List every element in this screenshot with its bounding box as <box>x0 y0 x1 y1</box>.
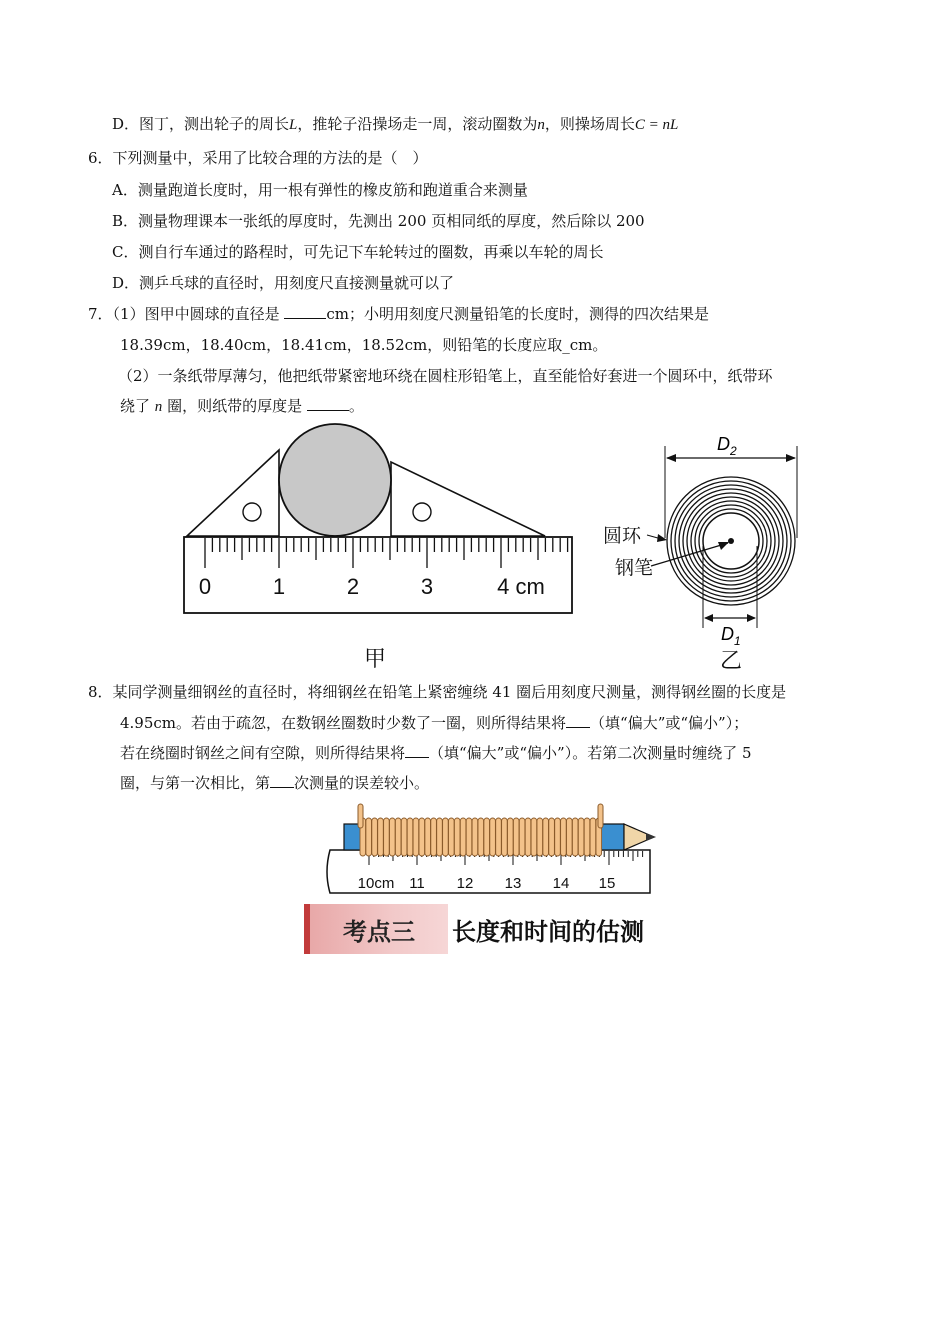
q8-line4-post: 次测量的误差较小。 <box>294 774 430 792</box>
wire-end-left <box>358 804 363 828</box>
d1-arrowhead-left <box>704 614 713 622</box>
q7-line1 <box>88 304 709 324</box>
wire-loop <box>472 818 478 856</box>
caption-yi: 乙 <box>719 648 743 673</box>
wire-loop <box>449 818 455 856</box>
q5-optd-post: ，则操场周长 <box>544 115 635 133</box>
q6-option-b: B．测量物理课本一张纸的厚度时，先测出 200 页相同纸的厚度，然后除以 200 <box>112 212 645 230</box>
left-set-square <box>187 450 279 536</box>
q5-optd-text: D．图丁，测出轮子的周长 <box>112 115 290 133</box>
q7-line1-pre: 7．（1）图甲中圆球的直径是 <box>88 305 280 323</box>
answer-blank[interactable] <box>270 773 294 788</box>
wire-loop <box>366 818 372 856</box>
wire-loop <box>401 818 407 856</box>
label-pen: 钢笔 <box>615 558 654 579</box>
section-badge: 考点三 <box>304 904 448 954</box>
wire-loop <box>513 818 519 856</box>
wire-loop <box>390 818 396 856</box>
coil-tick-11: 11 <box>409 875 425 892</box>
wire-loop <box>561 818 567 856</box>
q7-line1-post: cm；小明用刻度尺测量铅笔的长度时，测得的四次结果是 <box>326 305 710 323</box>
q6-option-d: D．测乒乓球的直径时，用刻度尺直接测量就可以了 <box>112 274 455 292</box>
q7-line4-pre: 绕了 <box>120 397 151 415</box>
wire-loop <box>384 818 390 856</box>
right-set-square-hole <box>413 503 431 521</box>
wire-coil <box>360 818 602 856</box>
coil-tick-15: 15 <box>598 875 616 892</box>
wire-loop <box>490 818 496 856</box>
q6-option-a: A．测量跑道长度时，用一根有弹性的橡皮筋和跑道重合来测量 <box>112 181 528 199</box>
wire-loop <box>413 818 419 856</box>
answer-blank[interactable] <box>307 396 349 411</box>
coil-tick-12: 12 <box>456 875 474 892</box>
q7-line2: 18.39cm，18.40cm，18.41cm，18.52cm，则铅笔的长度应取_cm。 <box>120 336 608 354</box>
figure-coil <box>320 798 665 898</box>
q6-option-c: C．测自行车通过的路程时，可先记下车轮转过的圈数，再乘以车轮的周长 <box>112 243 604 261</box>
wire-loop <box>437 818 443 856</box>
q7-line4-mid: 圈，则纸带的厚度是 <box>167 397 303 415</box>
d2-arrowhead-right <box>786 454 796 462</box>
wire-loop <box>478 818 484 856</box>
section-banner <box>304 903 644 955</box>
wire-loop <box>508 818 514 856</box>
coil-tick-14: 14 <box>552 875 570 892</box>
wire-loop <box>584 818 590 856</box>
pencil-center <box>728 538 734 544</box>
q5-optd-mid: ，推轮子沿操场走一周，滚动圈数为 <box>297 115 538 133</box>
q8-line3-pre: 若在绕圈时钢丝之间有空隙，则所得结果将 <box>120 744 406 762</box>
wire-loop <box>555 818 561 856</box>
q7-line3: （2）一条纸带厚薄匀，他把纸带紧密地环绕在圆柱形铅笔上，直至能恰好套进一个圆环中，纸带环 <box>118 367 773 385</box>
wire-loop <box>460 818 466 856</box>
wire-loop <box>502 818 508 856</box>
answer-blank[interactable] <box>284 304 326 319</box>
wire-loop <box>431 818 437 856</box>
wire-loop <box>537 818 543 856</box>
answer-blank[interactable] <box>405 743 429 758</box>
var-n: n <box>537 117 545 133</box>
q8-line2-pre: 4.95cm。若由于疏忽，在数钢丝圈数时少数了一圈，则所得结果将 <box>120 714 567 732</box>
wire-loop <box>578 818 584 856</box>
q5-option-d <box>112 114 678 135</box>
q7-line4 <box>120 396 364 417</box>
q8-line4-pre: 圈，与第一次相比，第 <box>120 774 271 792</box>
tick-label-0: 0 <box>198 574 212 599</box>
d2-arrowhead-left <box>666 454 676 462</box>
wire-loop <box>425 818 431 856</box>
d1-arrowhead-right <box>747 614 756 622</box>
var-L: L <box>289 117 298 133</box>
q8-line3 <box>120 743 752 763</box>
var-n: n <box>154 399 163 415</box>
wire-loop <box>407 818 413 856</box>
coil-tick-10: 10cm <box>357 875 395 892</box>
tick-label-3: 3 <box>420 574 434 599</box>
d1-label: $D_1$ <box>721 624 741 648</box>
figure-jia <box>175 418 585 678</box>
q8-line3-post: （填“偏大”或“偏小”）。若第二次测量时缠绕了 5 <box>429 744 752 762</box>
pencil-tip-lead <box>646 833 656 841</box>
wire-loop <box>572 818 578 856</box>
q8-line1: 8．某同学测量细钢丝的直径时，将细钢丝在铅笔上紧密缠绕 41 圈后用刻度尺测量，测得钢丝圈的长度是 <box>88 683 787 701</box>
wire-loop <box>454 818 460 856</box>
tick-label-2: 2 <box>346 574 360 599</box>
wire-loop <box>466 818 472 856</box>
figure-yi <box>595 428 825 678</box>
wire-loop <box>531 818 537 856</box>
wire-loop <box>395 818 401 856</box>
label-ring: 圆环 <box>603 526 642 547</box>
wire-loop <box>525 818 531 856</box>
wire-loop <box>378 818 384 856</box>
section-title: 长度和时间的估测 <box>452 917 644 946</box>
answer-blank[interactable] <box>566 713 590 728</box>
q6-stem: 6．下列测量中，采用了比较合理的方法的是（ ） <box>88 149 428 167</box>
q8-line4 <box>120 773 429 793</box>
wire-loop <box>519 818 525 856</box>
wire-loop <box>419 818 425 856</box>
tick-label-1: 1 <box>272 574 286 599</box>
caption-jia: 甲 <box>363 646 387 671</box>
d2-label: $D_2$ <box>717 434 737 458</box>
wire-loop <box>484 818 490 856</box>
formula: C = nL <box>634 117 679 133</box>
right-set-square <box>391 462 545 536</box>
tick-label-4: 4 cm <box>497 574 545 599</box>
coil-tick-13: 13 <box>504 875 522 892</box>
q8-line2-post: （填“偏大”或“偏小”）； <box>590 714 749 732</box>
wire-loop <box>549 818 555 856</box>
q7-line4-post: 。 <box>348 397 364 415</box>
q8-line2 <box>120 713 748 733</box>
wire-loop <box>496 818 502 856</box>
wire-loop <box>567 818 573 856</box>
wire-loop <box>443 818 449 856</box>
ball <box>279 424 391 536</box>
wire-loop <box>590 818 596 856</box>
left-set-square-hole <box>243 503 261 521</box>
wire-loop <box>543 818 549 856</box>
wire-end-right <box>598 804 603 828</box>
wire-loop <box>372 818 378 856</box>
